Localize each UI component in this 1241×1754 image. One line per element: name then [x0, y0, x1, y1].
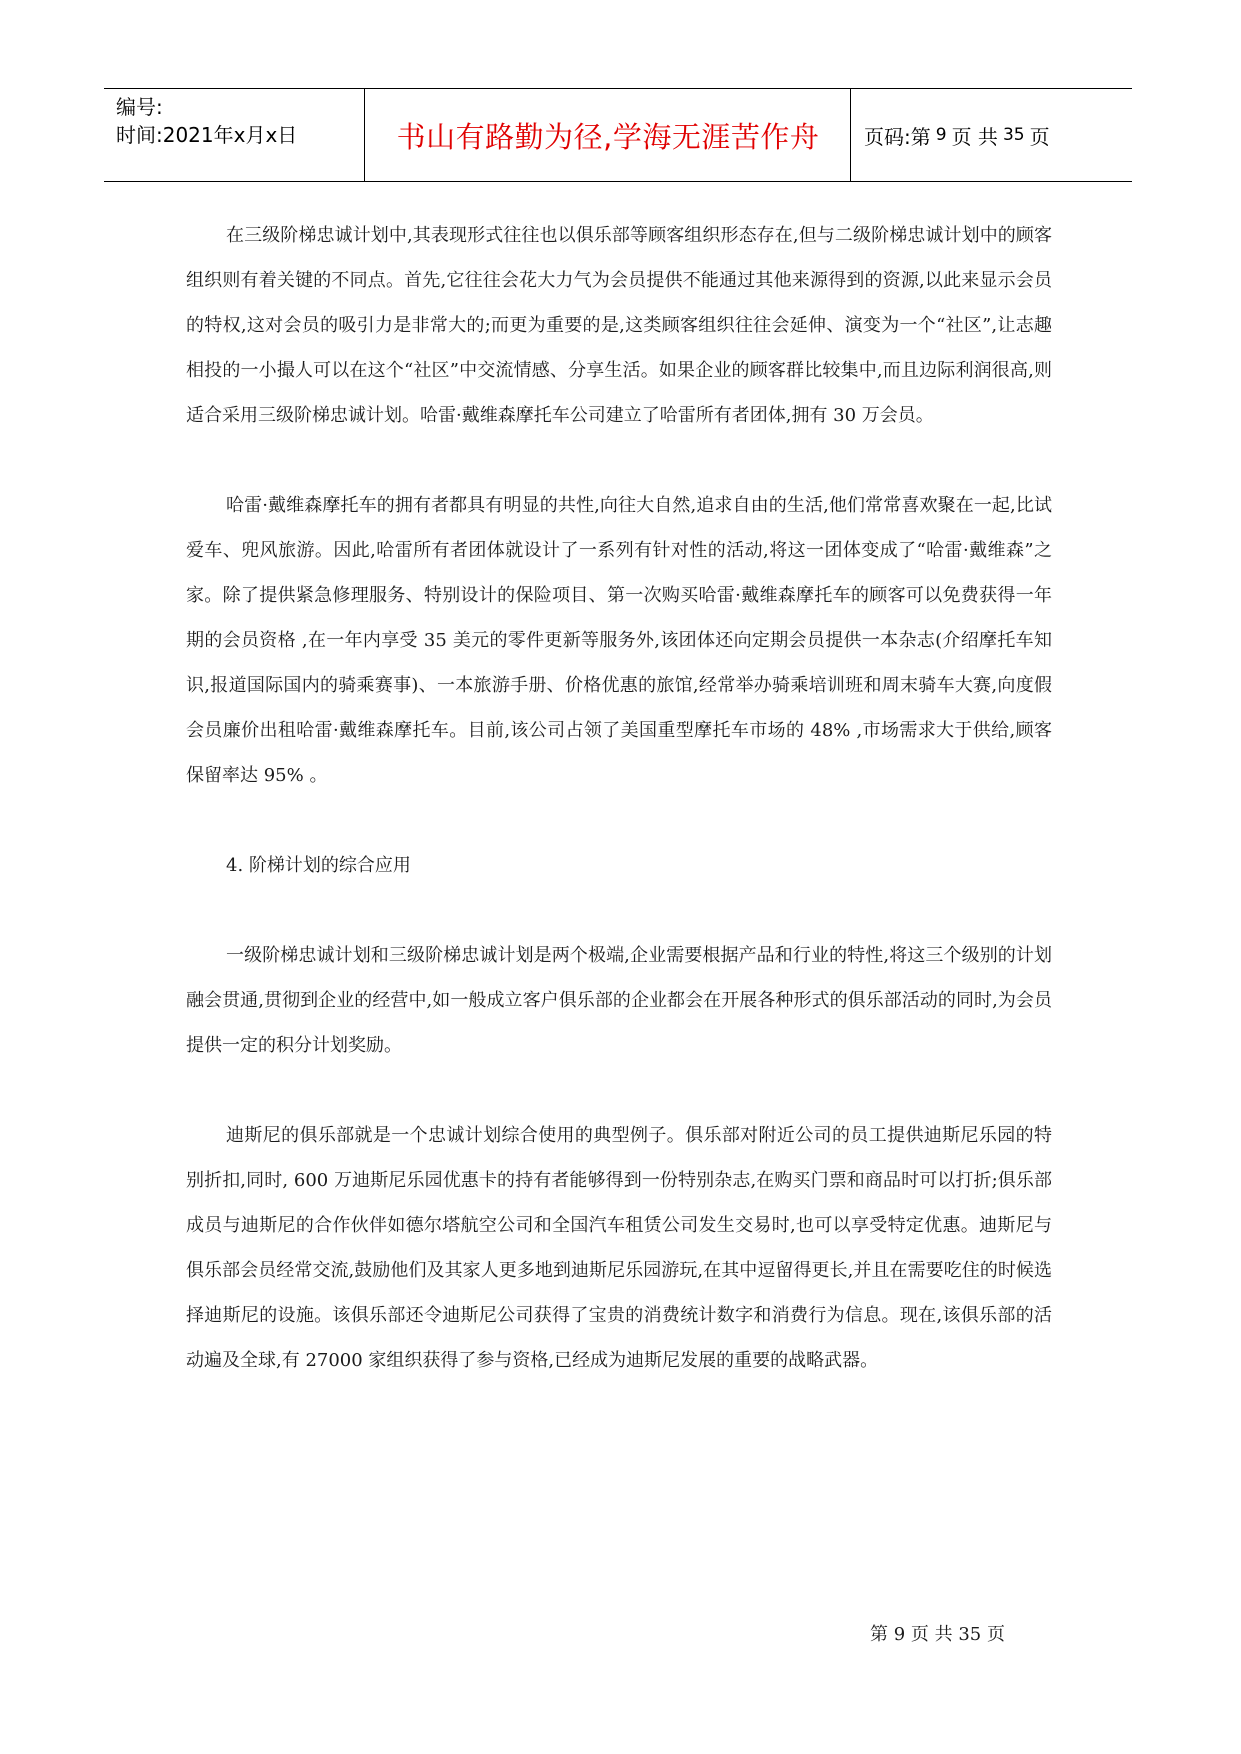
header-divider	[850, 89, 851, 181]
page-current: 9	[935, 125, 947, 145]
document-number-label: 编号:	[116, 95, 163, 119]
page-mid: 页 共	[951, 124, 998, 149]
page-footer: 第 9 页 共 35 页	[870, 1624, 1005, 1645]
paragraph: 一级阶梯忠诚计划和三级阶梯忠诚计划是两个极端,企业需要根据产品和行业的特性,将这三个级别的计划融会贯通,贯彻到企业的经营中,如一般成立客户俱乐部的企业都会在开展各种形式的俱乐部活动的同时,为会员提供一定的积分计划奖励。	[186, 945, 1052, 1056]
section-heading: 4. 阶梯计划的综合应用	[226, 855, 411, 876]
header-divider	[364, 89, 365, 181]
page-suffix: 页	[1029, 124, 1050, 149]
header-page-indicator	[864, 89, 1050, 181]
paragraph: 哈雷·戴维森摩托车的拥有者都具有明显的共性,向往大自然,追求自由的生活,他们常常喜欢聚在一起,比试爱车、兜风旅游。因此,哈雷所有者团体就设计了一系列有针对性的活动,将这一团体变成了“哈雷·戴维森”之家。除了提供紧急修理服务、特别设计的保险项目、第一次购买哈雷·戴维森摩托车的顾客可以免费获得一年期的会员资格 ,在一年内享受 35 美元的零件更新等服务外,该团体还向定期会员提供一本杂志(介绍摩托车知识,报道国际国内的骑乘赛事)、一本旅游手册、价格优惠的旅馆,经常举办骑乘培训班和周末骑车大赛,向度假会员廉价出租哈雷·戴维森摩托车。目前,该公司占领了美国重型摩托车市场的 48% ,市场需求大于供给,顾客保留率达 95% 。	[186, 495, 1052, 786]
paragraph: 迪斯尼的俱乐部就是一个忠诚计划综合使用的典型例子。俱乐部对附近公司的员工提供迪斯尼乐园的特别折扣,同时, 600 万迪斯尼乐园优惠卡的持有者能够得到一份特别杂志,在购买门票和商品时可以打折;俱乐部成员与迪斯尼的合作伙伴如德尔塔航空公司和全国汽车租赁公司发生交易时,也可以享受特定优惠。迪斯尼与俱乐部会员经常交流,鼓励他们及其家人更多地到迪斯尼乐园游玩,在其中逗留得更长,并且在需要吃住的时候选择迪斯尼的设施。该俱乐部还令迪斯尼公司获得了宝贵的消费统计数字和消费行为信息。现在,该俱乐部的活动遍及全球,有 27000 家组织获得了参与资格,已经成为迪斯尼发展的重要的战略武器。	[186, 1125, 1052, 1371]
header-motto: 书山有路勤为径,学海无涯苦作舟	[396, 119, 820, 154]
page-total: 35	[1002, 125, 1025, 145]
paragraph: 在三级阶梯忠诚计划中,其表现形式往往也以俱乐部等顾客组织形态存在,但与二级阶梯忠诚计划中的顾客组织则有着关键的不同点。首先,它往往会花大力气为会员提供不能通过其他来源得到的资源,以此来显示会员的特权,这对会员的吸引力是非常大的;而更为重要的是,这类顾客组织往往会延伸、演变为一个“社区”,让志趣相投的一小撮人可以在这个“社区”中交流情感、分享生活。如果企业的顾客群比较集中,而且边际利润很高,则适合采用三级阶梯忠诚计划。哈雷·戴维森摩托车公司建立了哈雷所有者团体,拥有 30 万会员。	[186, 225, 1052, 426]
page-prefix: 页码:第	[864, 124, 931, 149]
document-body	[186, 213, 1052, 1428]
document-time: 时间:2021年x月x日	[116, 123, 298, 147]
page-header	[104, 88, 1132, 182]
header-meta	[116, 93, 356, 149]
